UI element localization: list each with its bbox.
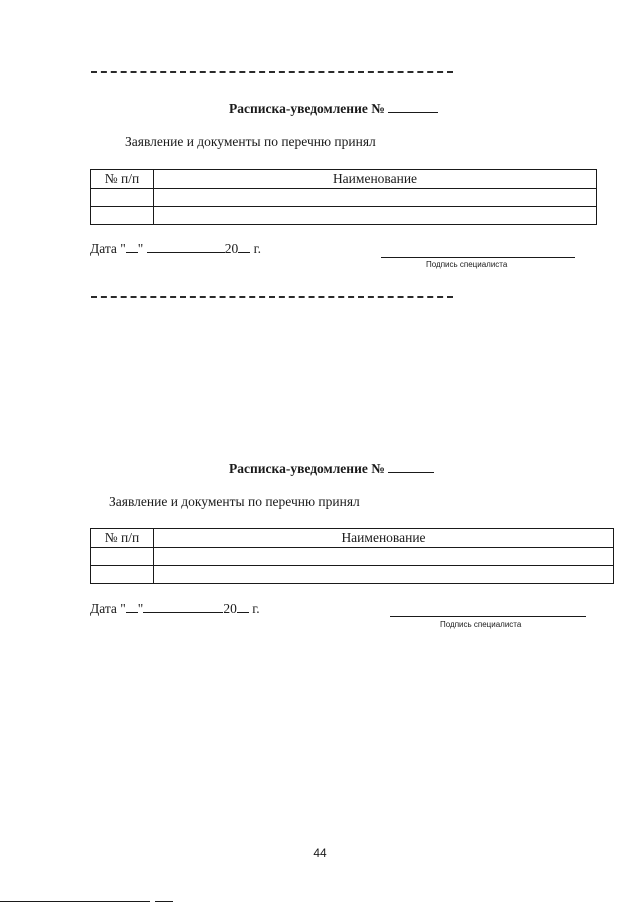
date-quote-close: " xyxy=(137,601,144,616)
date-label: Дата " xyxy=(90,241,126,256)
date-line xyxy=(90,601,260,617)
day-blank xyxy=(126,241,138,253)
column-header-name: Наименование xyxy=(154,170,597,189)
date-line xyxy=(90,241,261,257)
table-row xyxy=(91,566,614,584)
receipt-title-text: Расписка-уведомление № xyxy=(229,461,385,476)
day-blank xyxy=(126,601,138,613)
cut-line-top xyxy=(91,71,453,73)
intro-text: Заявление и документы по перечню принял xyxy=(125,134,376,149)
year-suffix: г. xyxy=(253,241,261,256)
table-cell xyxy=(154,189,597,207)
footer-rule xyxy=(0,901,150,902)
table-cell xyxy=(91,548,154,566)
intro-text: Заявление и документы по перечню принял xyxy=(109,494,360,509)
table-header-row xyxy=(91,529,614,548)
cut-line-bottom xyxy=(91,296,453,298)
year-blank xyxy=(237,601,249,613)
signature-caption: Подпись специалиста xyxy=(440,620,522,629)
receipt-title xyxy=(229,100,438,117)
table-row xyxy=(91,207,597,225)
column-header-number: № п/п xyxy=(91,170,154,189)
footer-rule-fragment xyxy=(155,901,173,902)
date-quote-close: " xyxy=(137,241,144,256)
date-label: Дата " xyxy=(90,601,126,616)
receipt-number-blank xyxy=(388,100,438,113)
table-cell xyxy=(91,207,154,225)
table-cell xyxy=(154,548,614,566)
year-blank xyxy=(238,241,250,253)
table-cell xyxy=(91,566,154,584)
signature-line xyxy=(381,257,575,258)
column-header-number: № п/п xyxy=(91,529,154,548)
table-cell xyxy=(154,566,614,584)
table-header-row xyxy=(91,170,597,189)
column-header-name: Наименование xyxy=(154,529,614,548)
documents-table xyxy=(90,528,614,584)
page-number: 44 xyxy=(313,846,327,860)
receipt-title xyxy=(229,460,434,477)
receipt-number-blank xyxy=(388,460,434,473)
year-suffix: г. xyxy=(252,601,260,616)
table-row xyxy=(91,548,614,566)
table-cell xyxy=(154,207,597,225)
receipt-title-text: Расписка-уведомление № xyxy=(229,101,385,116)
month-blank xyxy=(143,601,223,613)
documents-table xyxy=(90,169,597,225)
signature-caption: Подпись специалиста xyxy=(426,260,508,269)
year-prefix: 20 xyxy=(223,601,237,616)
signature-line xyxy=(390,616,586,617)
table-row xyxy=(91,189,597,207)
month-blank xyxy=(147,241,225,253)
table-cell xyxy=(91,189,154,207)
year-prefix: 20 xyxy=(224,241,239,256)
